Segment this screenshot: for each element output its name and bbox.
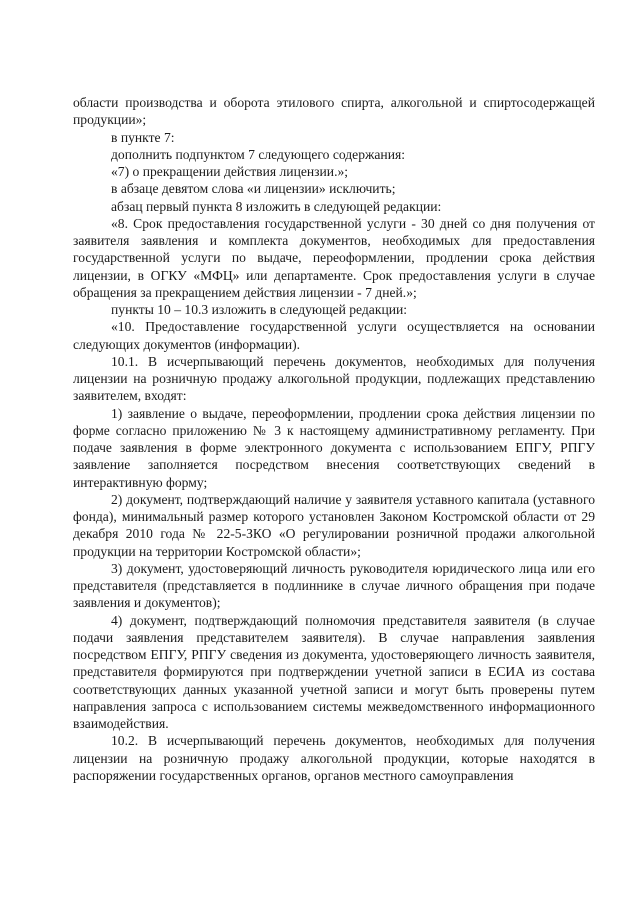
paragraph-12: 2) документ, подтверждающий наличие у заявителя уставного капитала (уставного фонда), минимальный размер которого установлен Законом Костромской области от 29 декабря 2010 года № 22-5-ЗКО «О регулировании розничной продажи алкогольной продукции на территории Костромской области»; bbox=[73, 491, 595, 559]
paragraph-2: в пункте 7: bbox=[111, 129, 175, 145]
paragraph-11: 1) заявление о выдаче, переоформлении, продлении срока действия лицензии по форме согласно приложению № 3 к настоящему административному регламенту. При подаче заявления в форме электронного документа с использованием ЕПГУ, РПГУ заявление заполняется посредством внесения соответствующих сведений в интерактивную форму; bbox=[73, 405, 595, 490]
paragraph-6: абзац первый пункта 8 изложить в следующей редакции: bbox=[111, 198, 442, 214]
paragraph-4: «7) о прекращении действия лицензии.»; bbox=[111, 164, 349, 179]
paragraph-13: 3) документ, удостоверяющий личность руководителя юридического лица или его представителя (представляется в подлиннике в случае личного обращения при подаче заявления и документов); bbox=[73, 560, 595, 611]
paragraph-15: 10.2. В исчерпывающий перечень документов, необходимых для получения лицензии на розничную продажу алкогольной продукции, которые находятся в распоряжении государственных органов, органов местного самоуправления bbox=[73, 733, 595, 783]
paragraph-5: в абзаце девятом слова «и лицензии» исключить; bbox=[111, 181, 396, 197]
paragraph-3: дополнить подпунктом 7 следующего содержания: bbox=[111, 146, 406, 162]
paragraph-7: «8. Срок предоставления государственной услуги - 30 дней со дня получения от заявителя заявления и комплекта документов, необходимых для предоставления государственной услуги по выдаче, переоформлении, продлении срока действия лицензии, в ОГКУ «МФЦ» или департаменте. Срок предоставления услуги в случае обращения за прекращением действия лицензии - 7 дней.»; bbox=[73, 215, 595, 300]
paragraph-9: «10. Предоставление государственной услуги осуществляется на основании следующих документов (информации). bbox=[73, 319, 595, 352]
paragraph-1: области производства и оборота этилового спирта, алкогольной и спиртосодержащей продукции»; bbox=[73, 95, 595, 128]
paragraph-14: 4) документ, подтверждающий полномочия представителя заявителя (в случае подачи заявления представителем заявителя). В случае направления заявления посредством ЕПГУ, РПГУ сведения из документа, удостоверяющего личность заявителя, представителя формируются при подтверждении учетной записи в ЕСИА из состава соответствующих данных указанной учетной записи и могут быть проверены путем направления запроса с использованием системы межведомственного информационного взаимодействия. bbox=[73, 612, 595, 731]
paragraph-8: пункты 10 – 10.3 изложить в следующей редакции: bbox=[111, 302, 408, 317]
document-body bbox=[73, 94, 595, 784]
paragraph-10: 10.1. В исчерпывающий перечень документов, необходимых для получения лицензии на розничную продажу алкогольной продукции, подлежащих представлению заявителем, входят: bbox=[73, 353, 595, 404]
